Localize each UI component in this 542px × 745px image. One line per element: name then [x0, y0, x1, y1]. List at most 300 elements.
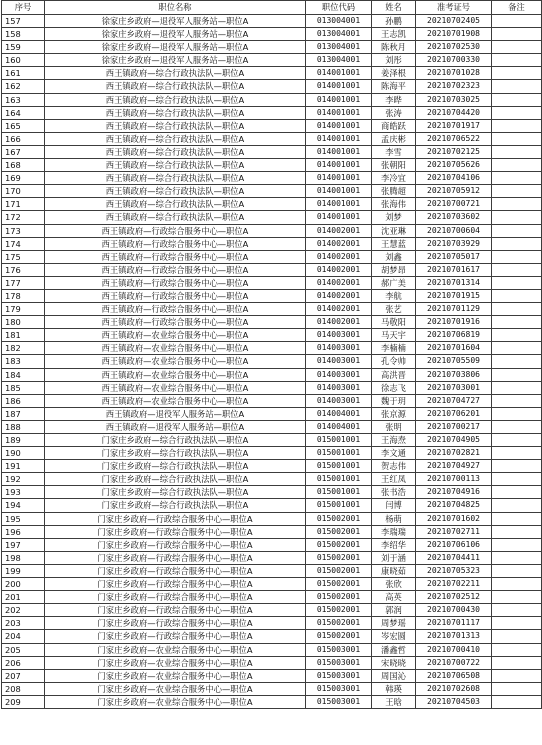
- row-seq: 159: [2, 41, 45, 54]
- row-seq: 204: [2, 630, 45, 643]
- row-seq: 170: [2, 185, 45, 198]
- table-row: [2, 394, 542, 407]
- row-note: [492, 80, 542, 93]
- row-code: 015003001: [306, 669, 372, 682]
- row-name: 王慧蓝: [372, 237, 416, 250]
- row-seq: 181: [2, 329, 45, 342]
- row-ticket: 20210702323: [416, 80, 492, 93]
- table-row: [2, 538, 542, 551]
- row-seq: 167: [2, 145, 45, 158]
- row-position: 门家庄乡政府—行政综合服务中心—职位A: [45, 578, 306, 591]
- table-row: [2, 617, 542, 630]
- row-ticket: 20210702530: [416, 41, 492, 54]
- table-row: [2, 211, 542, 224]
- row-note: [492, 316, 542, 329]
- row-seq: 200: [2, 578, 45, 591]
- row-seq: 186: [2, 394, 45, 407]
- row-code: 014002001: [306, 237, 372, 250]
- row-seq: 168: [2, 159, 45, 172]
- row-ticket: 20210706106: [416, 538, 492, 551]
- row-code: 015002001: [306, 512, 372, 525]
- row-name: 孟庆彬: [372, 132, 416, 145]
- table-row: [2, 682, 542, 695]
- row-code: 015001001: [306, 460, 372, 473]
- table-row: [2, 368, 542, 381]
- row-ticket: 20210701602: [416, 512, 492, 525]
- row-ticket: 20210700217: [416, 420, 492, 433]
- row-name: 李楠楠: [372, 342, 416, 355]
- row-ticket: 20210703001: [416, 381, 492, 394]
- row-ticket: 20210706819: [416, 329, 492, 342]
- row-seq: 161: [2, 67, 45, 80]
- row-note: [492, 656, 542, 669]
- row-code: 015002001: [306, 578, 372, 591]
- row-seq: 158: [2, 28, 45, 41]
- row-ticket: 20210701028: [416, 67, 492, 80]
- table-row: [2, 93, 542, 106]
- row-note: [492, 237, 542, 250]
- row-seq: 177: [2, 276, 45, 289]
- row-note: [492, 434, 542, 447]
- row-ticket: 20210702405: [416, 15, 492, 28]
- row-seq: 175: [2, 250, 45, 263]
- row-name: 李雪: [372, 145, 416, 158]
- row-note: [492, 355, 542, 368]
- row-name: 宋晓晓: [372, 656, 416, 669]
- table-row: [2, 499, 542, 512]
- table-row: [2, 263, 542, 276]
- row-name: 王晗: [372, 695, 416, 708]
- row-note: [492, 276, 542, 289]
- row-code: 015002001: [306, 525, 372, 538]
- header-ticket: 准考证号: [416, 1, 492, 15]
- row-position: 门家庄乡政府—农业综合服务中心—职位A: [45, 695, 306, 708]
- row-ticket: 20210706522: [416, 132, 492, 145]
- row-code: 015003001: [306, 695, 372, 708]
- row-name: 李瑞瑞: [372, 525, 416, 538]
- row-seq: 173: [2, 224, 45, 237]
- row-ticket: 20210701617: [416, 263, 492, 276]
- row-name: 高洪晋: [372, 368, 416, 381]
- row-name: 张欣: [372, 578, 416, 591]
- row-note: [492, 473, 542, 486]
- row-ticket: 20210700410: [416, 643, 492, 656]
- row-ticket: 20210701313: [416, 630, 492, 643]
- row-position: 徐家庄乡政府—退役军人服务站—职位A: [45, 41, 306, 54]
- row-code: 014001001: [306, 132, 372, 145]
- row-position: 西王镇政府—综合行政执法队—职位A: [45, 185, 306, 198]
- table-row: [2, 355, 542, 368]
- row-ticket: 20210705017: [416, 250, 492, 263]
- row-note: [492, 185, 542, 198]
- row-code: 014001001: [306, 106, 372, 119]
- row-name: 岑宏圆: [372, 630, 416, 643]
- row-position: 西王镇政府—综合行政执法队—职位A: [45, 159, 306, 172]
- row-seq: 174: [2, 237, 45, 250]
- row-position: 西王镇政府—行政综合服务中心—职位A: [45, 316, 306, 329]
- row-note: [492, 682, 542, 695]
- row-seq: 189: [2, 434, 45, 447]
- row-seq: 185: [2, 381, 45, 394]
- row-ticket: 20210704825: [416, 499, 492, 512]
- row-name: 张艺: [372, 303, 416, 316]
- row-code: 013004001: [306, 15, 372, 28]
- row-ticket: 20210700722: [416, 656, 492, 669]
- row-ticket: 20210704106: [416, 172, 492, 185]
- table-row: [2, 132, 542, 145]
- row-position: 西王镇政府—综合行政执法队—职位A: [45, 211, 306, 224]
- row-note: [492, 28, 542, 41]
- table-row: [2, 460, 542, 473]
- row-position: 西王镇政府—综合行政执法队—职位A: [45, 145, 306, 158]
- row-code: 014003001: [306, 381, 372, 394]
- row-note: [492, 486, 542, 499]
- row-seq: 196: [2, 525, 45, 538]
- row-position: 门家庄乡政府—农业综合服务中心—职位A: [45, 682, 306, 695]
- row-note: [492, 578, 542, 591]
- table-row: [2, 159, 542, 172]
- row-note: [492, 67, 542, 80]
- row-position: 门家庄乡政府—综合行政执法队—职位A: [45, 460, 306, 473]
- row-position: 西王镇政府—农业综合服务中心—职位A: [45, 342, 306, 355]
- row-note: [492, 538, 542, 551]
- row-seq: 199: [2, 564, 45, 577]
- row-position: 门家庄乡政府—行政综合服务中心—职位A: [45, 512, 306, 525]
- table-row: [2, 695, 542, 708]
- row-position: 西王镇政府—综合行政执法队—职位A: [45, 172, 306, 185]
- row-name: 徐志飞: [372, 381, 416, 394]
- row-name: 杨萌: [372, 512, 416, 525]
- row-ticket: 20210701908: [416, 28, 492, 41]
- row-code: 015003001: [306, 643, 372, 656]
- table-row: [2, 198, 542, 211]
- row-code: 014001001: [306, 67, 372, 80]
- row-note: [492, 93, 542, 106]
- row-code: 014002001: [306, 250, 372, 263]
- row-ticket: 20210705912: [416, 185, 492, 198]
- row-seq: 203: [2, 617, 45, 630]
- table-row: [2, 329, 542, 342]
- table-row: [2, 656, 542, 669]
- row-seq: 187: [2, 407, 45, 420]
- table-row: [2, 54, 542, 67]
- row-code: 015001001: [306, 499, 372, 512]
- row-position: 西王镇政府—农业综合服务中心—职位A: [45, 381, 306, 394]
- row-ticket: 20210702125: [416, 145, 492, 158]
- table-row: [2, 630, 542, 643]
- row-name: 王海焘: [372, 434, 416, 447]
- table-row: [2, 434, 542, 447]
- row-name: 郝广美: [372, 276, 416, 289]
- table-row: [2, 106, 542, 119]
- row-ticket: 20210703025: [416, 93, 492, 106]
- row-position: 门家庄乡政府—行政综合服务中心—职位A: [45, 630, 306, 643]
- row-ticket: 20210704927: [416, 460, 492, 473]
- row-ticket: 20210703806: [416, 368, 492, 381]
- row-ticket: 20210700330: [416, 54, 492, 67]
- row-note: [492, 669, 542, 682]
- row-code: 015002001: [306, 538, 372, 551]
- row-code: 014001001: [306, 93, 372, 106]
- row-ticket: 20210705626: [416, 159, 492, 172]
- table-row: [2, 67, 542, 80]
- row-note: [492, 224, 542, 237]
- row-name: 刘鑫: [372, 250, 416, 263]
- row-position: 门家庄乡政府—行政综合服务中心—职位A: [45, 538, 306, 551]
- row-name: 王红凤: [372, 473, 416, 486]
- table-row: [2, 15, 542, 28]
- row-ticket: 20210702711: [416, 525, 492, 538]
- row-position: 门家庄乡政府—综合行政执法队—职位A: [45, 447, 306, 460]
- row-note: [492, 630, 542, 643]
- row-note: [492, 617, 542, 630]
- row-name: 张书浩: [372, 486, 416, 499]
- row-position: 门家庄乡政府—农业综合服务中心—职位A: [45, 643, 306, 656]
- row-seq: 179: [2, 303, 45, 316]
- row-ticket: 20210704727: [416, 394, 492, 407]
- row-seq: 183: [2, 355, 45, 368]
- row-seq: 209: [2, 695, 45, 708]
- row-ticket: 20210701915: [416, 289, 492, 302]
- row-seq: 208: [2, 682, 45, 695]
- row-note: [492, 198, 542, 211]
- row-name: 胡梦昂: [372, 263, 416, 276]
- row-seq: 202: [2, 604, 45, 617]
- row-ticket: 20210704411: [416, 551, 492, 564]
- row-note: [492, 381, 542, 394]
- row-seq: 184: [2, 368, 45, 381]
- table-header-row: [2, 1, 542, 15]
- row-ticket: 20210700721: [416, 198, 492, 211]
- row-position: 徐家庄乡政府—退役军人服务站—职位A: [45, 54, 306, 67]
- row-name: 张明: [372, 420, 416, 433]
- table-row: [2, 512, 542, 525]
- row-name: 姜泽根: [372, 67, 416, 80]
- row-ticket: 20210706201: [416, 407, 492, 420]
- row-position: 西王镇政府—行政综合服务中心—职位A: [45, 276, 306, 289]
- row-seq: 157: [2, 15, 45, 28]
- row-note: [492, 15, 542, 28]
- row-note: [492, 525, 542, 538]
- row-ticket: 20210702512: [416, 591, 492, 604]
- row-ticket: 20210704905: [416, 434, 492, 447]
- table-row: [2, 669, 542, 682]
- row-code: 014001001: [306, 172, 372, 185]
- row-name: 贺志伟: [372, 460, 416, 473]
- row-seq: 171: [2, 198, 45, 211]
- table-row: [2, 381, 542, 394]
- table-row: [2, 276, 542, 289]
- row-code: 014002001: [306, 289, 372, 302]
- table-row: [2, 185, 542, 198]
- row-ticket: 20210702821: [416, 447, 492, 460]
- row-code: 014004001: [306, 420, 372, 433]
- row-name: 韩瑛: [372, 682, 416, 695]
- row-position: 门家庄乡政府—行政综合服务中心—职位A: [45, 564, 306, 577]
- row-code: 015001001: [306, 434, 372, 447]
- row-note: [492, 250, 542, 263]
- row-code: 015001001: [306, 486, 372, 499]
- row-position: 西王镇政府—行政综合服务中心—职位A: [45, 224, 306, 237]
- row-note: [492, 695, 542, 708]
- table-row: [2, 473, 542, 486]
- row-position: 西王镇政府—农业综合服务中心—职位A: [45, 394, 306, 407]
- row-note: [492, 329, 542, 342]
- row-code: 015001001: [306, 473, 372, 486]
- row-name: 孔令帅: [372, 355, 416, 368]
- row-name: 郭润: [372, 604, 416, 617]
- row-note: [492, 54, 542, 67]
- row-position: 西王镇政府—退役军人服务站—职位A: [45, 420, 306, 433]
- row-name: 周国沁: [372, 669, 416, 682]
- row-code: 014001001: [306, 145, 372, 158]
- row-name: 马天宇: [372, 329, 416, 342]
- row-name: 孙鹏: [372, 15, 416, 28]
- table-row: [2, 119, 542, 132]
- row-note: [492, 643, 542, 656]
- row-note: [492, 604, 542, 617]
- row-name: 潘鑫哲: [372, 643, 416, 656]
- row-seq: 195: [2, 512, 45, 525]
- row-position: 西王镇政府—行政综合服务中心—职位A: [45, 263, 306, 276]
- row-code: 015002001: [306, 591, 372, 604]
- row-name: 李绍华: [372, 538, 416, 551]
- row-ticket: 20210706508: [416, 669, 492, 682]
- row-note: [492, 512, 542, 525]
- row-note: [492, 211, 542, 224]
- row-position: 门家庄乡政府—综合行政执法队—职位A: [45, 486, 306, 499]
- row-position: 西王镇政府—行政综合服务中心—职位A: [45, 289, 306, 302]
- row-note: [492, 420, 542, 433]
- row-seq: 206: [2, 656, 45, 669]
- row-name: 张朝阳: [372, 159, 416, 172]
- row-code: 014001001: [306, 80, 372, 93]
- row-note: [492, 499, 542, 512]
- row-code: 014002001: [306, 303, 372, 316]
- row-name: 魏于玥: [372, 394, 416, 407]
- row-note: [492, 591, 542, 604]
- table-row: [2, 289, 542, 302]
- table-row: [2, 41, 542, 54]
- row-code: 015002001: [306, 617, 372, 630]
- row-ticket: 20210703602: [416, 211, 492, 224]
- row-position: 门家庄乡政府—综合行政执法队—职位A: [45, 434, 306, 447]
- row-name: 陈海平: [372, 80, 416, 93]
- row-position: 西王镇政府—农业综合服务中心—职位A: [45, 355, 306, 368]
- row-seq: 176: [2, 263, 45, 276]
- row-position: 西王镇政府—行政综合服务中心—职位A: [45, 303, 306, 316]
- row-code: 015001001: [306, 447, 372, 460]
- row-position: 门家庄乡政府—农业综合服务中心—职位A: [45, 669, 306, 682]
- row-note: [492, 394, 542, 407]
- header-position: 职位名称: [45, 1, 306, 15]
- table-body: [2, 15, 542, 709]
- row-code: 013004001: [306, 28, 372, 41]
- header-seq: 序号: [2, 1, 45, 15]
- table-row: [2, 551, 542, 564]
- header-note: 备注: [492, 1, 542, 15]
- row-position: 门家庄乡政府—农业综合服务中心—职位A: [45, 656, 306, 669]
- row-ticket: 20210702608: [416, 682, 492, 695]
- row-code: 014001001: [306, 198, 372, 211]
- row-note: [492, 172, 542, 185]
- row-ticket: 20210701917: [416, 119, 492, 132]
- table-row: [2, 486, 542, 499]
- row-name: 刘于涵: [372, 551, 416, 564]
- row-name: 商皓跃: [372, 119, 416, 132]
- row-note: [492, 159, 542, 172]
- row-name: 张腾超: [372, 185, 416, 198]
- row-position: 门家庄乡政府—行政综合服务中心—职位A: [45, 617, 306, 630]
- row-position: 西王镇政府—综合行政执法队—职位A: [45, 67, 306, 80]
- row-position: 门家庄乡政府—综合行政执法队—职位A: [45, 473, 306, 486]
- row-code: 014001001: [306, 185, 372, 198]
- row-note: [492, 368, 542, 381]
- row-code: 015003001: [306, 682, 372, 695]
- table-row: [2, 237, 542, 250]
- row-position: 西王镇政府—综合行政执法队—职位A: [45, 106, 306, 119]
- row-position: 西王镇政府—农业综合服务中心—职位A: [45, 329, 306, 342]
- row-seq: 188: [2, 420, 45, 433]
- row-seq: 169: [2, 172, 45, 185]
- table-row: [2, 643, 542, 656]
- row-name: 马敬阳: [372, 316, 416, 329]
- row-name: 康晓茹: [372, 564, 416, 577]
- row-name: 张京源: [372, 407, 416, 420]
- row-note: [492, 303, 542, 316]
- row-seq: 190: [2, 447, 45, 460]
- row-name: 沈亚琳: [372, 224, 416, 237]
- table-row: [2, 316, 542, 329]
- row-ticket: 20210701916: [416, 316, 492, 329]
- table-row: [2, 604, 542, 617]
- row-ticket: 20210700604: [416, 224, 492, 237]
- row-code: 014001001: [306, 159, 372, 172]
- row-position: 西王镇政府—农业综合服务中心—职位A: [45, 368, 306, 381]
- row-note: [492, 407, 542, 420]
- row-ticket: 20210701117: [416, 617, 492, 630]
- row-note: [492, 289, 542, 302]
- row-note: [492, 460, 542, 473]
- row-position: 西王镇政府—综合行政执法队—职位A: [45, 198, 306, 211]
- row-seq: 198: [2, 551, 45, 564]
- row-ticket: 20210702211: [416, 578, 492, 591]
- row-note: [492, 564, 542, 577]
- row-code: 014003001: [306, 329, 372, 342]
- table-row: [2, 145, 542, 158]
- row-code: 014002001: [306, 263, 372, 276]
- header-code: 职位代码: [306, 1, 372, 15]
- table-row: [2, 28, 542, 41]
- row-position: 西王镇政府—行政综合服务中心—职位A: [45, 237, 306, 250]
- row-code: 014004001: [306, 407, 372, 420]
- row-position: 西王镇政府—综合行政执法队—职位A: [45, 119, 306, 132]
- row-position: 门家庄乡政府—行政综合服务中心—职位A: [45, 551, 306, 564]
- row-ticket: 20210705509: [416, 355, 492, 368]
- row-position: 门家庄乡政府—行政综合服务中心—职位A: [45, 525, 306, 538]
- row-seq: 164: [2, 106, 45, 119]
- table-row: [2, 407, 542, 420]
- row-ticket: 20210700113: [416, 473, 492, 486]
- row-seq: 205: [2, 643, 45, 656]
- row-note: [492, 41, 542, 54]
- row-name: 李文通: [372, 447, 416, 460]
- row-position: 徐家庄乡政府—退役军人服务站—职位A: [45, 28, 306, 41]
- row-seq: 162: [2, 80, 45, 93]
- row-seq: 191: [2, 460, 45, 473]
- row-ticket: 20210704420: [416, 106, 492, 119]
- row-name: 王志凯: [372, 28, 416, 41]
